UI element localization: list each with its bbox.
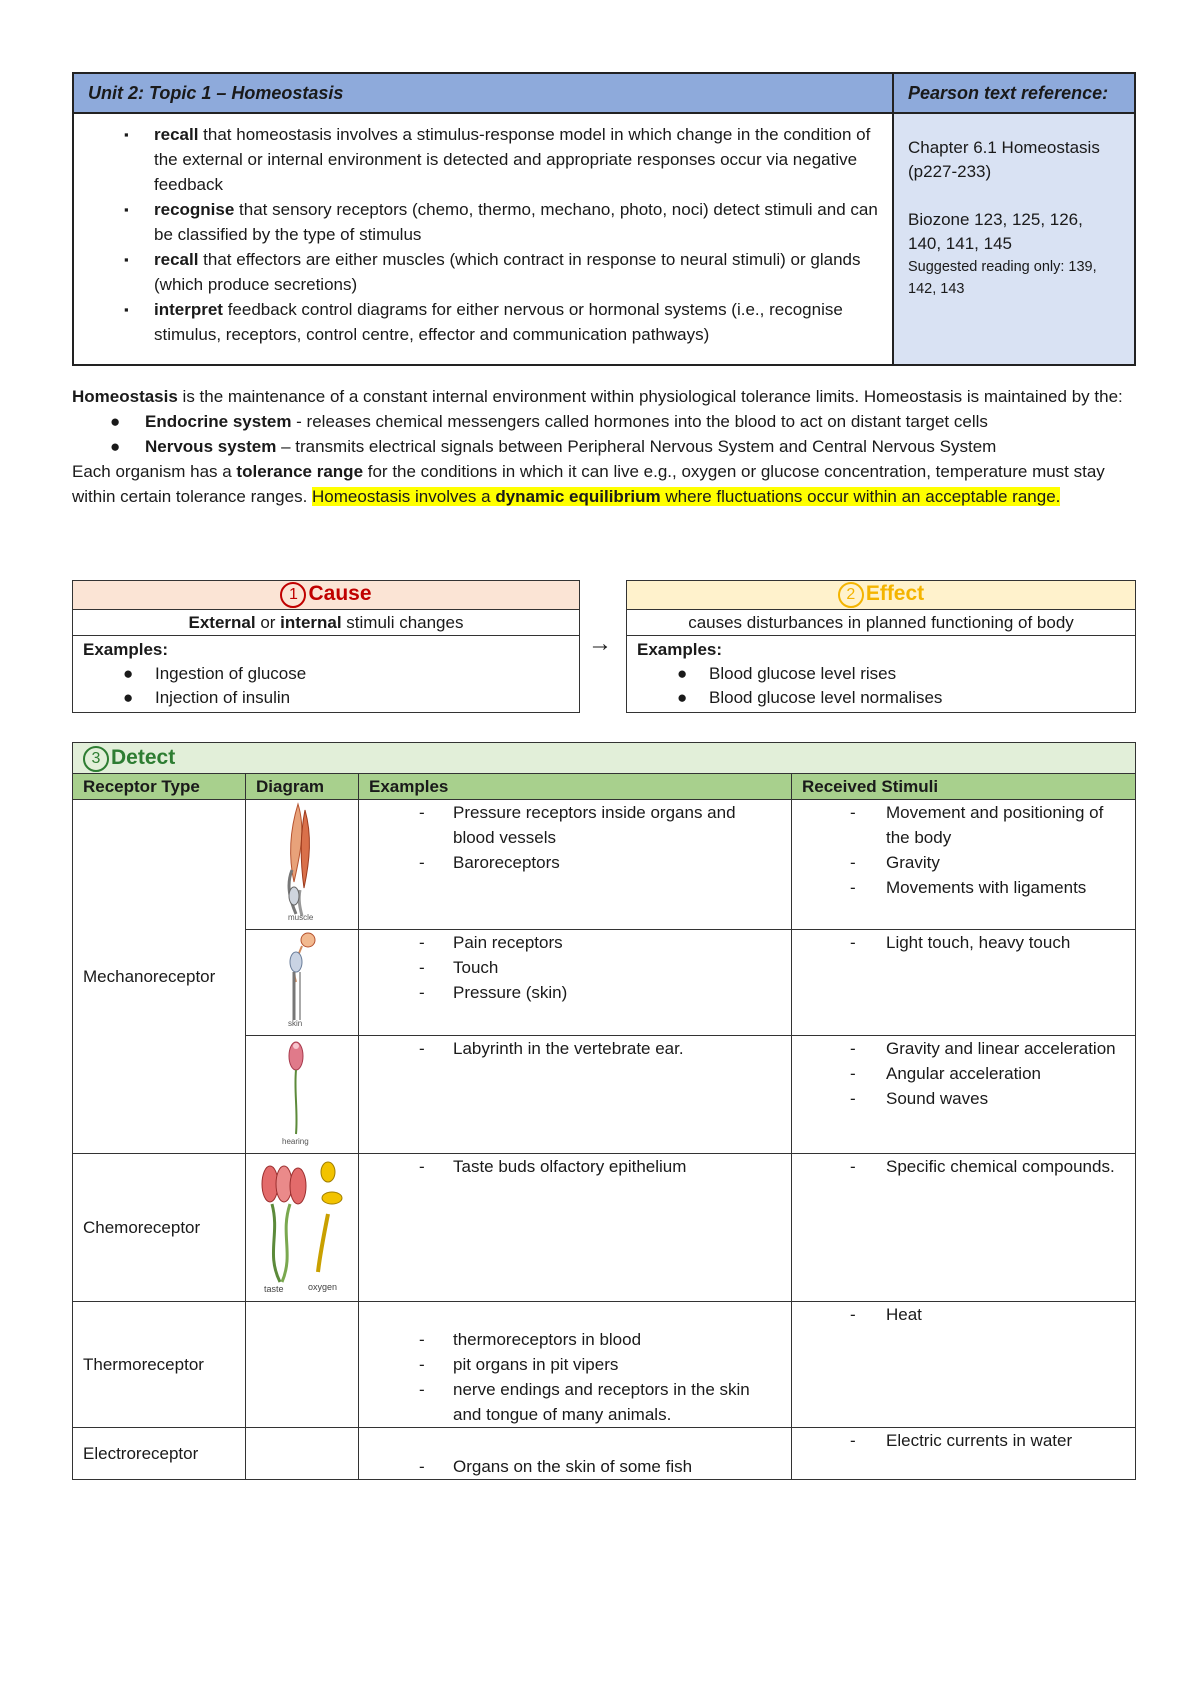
receptor-type: Mechanoreceptor (73, 800, 246, 1154)
cause-subtitle: External or internal stimuli changes (73, 610, 580, 636)
homeostasis-definition: Homeostasis is the maintenance of a constant internal environment within physiological tolerance limits. Homeostasis is maintained by the: (72, 387, 1123, 406)
list-item: - Heat (850, 1305, 922, 1324)
bullet-icon: ▪ (124, 252, 129, 267)
stimuli-cell (792, 1428, 1136, 1480)
bullet-icon: ▪ (124, 302, 129, 317)
list-item: - Touch (419, 958, 499, 977)
cause-box (72, 580, 580, 713)
list-item: - Gravity (850, 853, 940, 872)
bullet-icon: ● (110, 412, 121, 431)
stimuli-cell (792, 1302, 1136, 1428)
effect-examples: Examples: ● Blood glucose level rises ● Blood glucose level normalises (627, 636, 1136, 713)
reference-title: Pearson text reference: (893, 73, 1135, 113)
examples-cell (359, 1154, 792, 1302)
bullet-icon: ● (123, 664, 134, 683)
list-item: - Baroreceptors (419, 853, 560, 872)
list-item: ● Blood glucose level rises (637, 662, 1125, 686)
effect-box (626, 580, 1136, 713)
cause-title: 1 Cause (73, 581, 580, 610)
list-item: ● Ingestion of glucose (83, 662, 569, 686)
objective-item: ▪ recognise that sensory receptors (chemo, thermo, mechano, photo, noci) detect stimuli and can be classified by the type of stimulus (84, 197, 882, 247)
examples-cell (359, 930, 792, 1036)
bullet-icon: ▪ (124, 202, 129, 217)
list-item: - pit organs in pit vipers (419, 1355, 619, 1374)
examples-cell (359, 800, 792, 930)
diagram-label: oxygen (308, 1282, 338, 1292)
list-item: - Angular acceleration (850, 1064, 1041, 1083)
chemoreceptor-diagram (246, 1154, 359, 1302)
column-header: Receptor Type (73, 774, 246, 800)
stimuli-cell (792, 1154, 1136, 1302)
arrow-right-icon: → (588, 630, 612, 657)
list-item: - Specific chemical compounds. (850, 1157, 1115, 1176)
stimuli-cell (792, 800, 1136, 930)
system-item: ● Endocrine system - releases chemical messengers called hormones into the blood to act on distant target cells (72, 409, 1136, 434)
diagram-label: hearing (282, 1137, 309, 1146)
system-item: ● Nervous system – transmits electrical signals between Peripheral Nervous System and Central Nervous System (72, 434, 1136, 459)
list-item: - Organs on the skin of some fish (419, 1457, 693, 1476)
diagram-label: muscle (288, 913, 314, 922)
list-item: - Sound waves (850, 1089, 989, 1108)
topic-title: Unit 2: Topic 1 – Homeostasis (73, 73, 893, 113)
number-circle: 1 (280, 582, 306, 608)
diagram-label: taste (264, 1284, 284, 1294)
table-row (73, 1154, 1136, 1302)
objective-item: ▪ interpret feedback control diagrams for either nervous or hormonal systems (i.e., recognise stimulus, receptors, control centre, effector and communication pathways) (84, 297, 882, 347)
effect-subtitle: causes disturbances in planned functioning of body (627, 610, 1136, 636)
list-item: - nerve endings and receptors in the skin and tongue of many animals. (419, 1380, 750, 1424)
bullet-icon: ● (123, 688, 134, 707)
bullet-icon: ▪ (124, 127, 129, 142)
highlighted-text: Homeostasis involves a dynamic equilibrium where fluctuations occur within an acceptable range. (312, 487, 1061, 506)
intro-paragraph (72, 384, 1136, 509)
number-circle: 2 (838, 582, 864, 608)
bullet-icon: ● (110, 437, 121, 456)
cause-examples: Examples: ● Ingestion of glucose ● Injection of insulin (73, 636, 580, 713)
list-item: - Labyrinth in the vertebrate ear. (419, 1039, 684, 1058)
reference-biozone: Biozone 123, 125, 126, 140, 141, 145 (908, 210, 1083, 253)
stimuli-cell (792, 930, 1136, 1036)
list-item: - Pain receptors (419, 933, 563, 952)
column-header: Diagram (246, 774, 359, 800)
list-item: - Taste buds olfactory epithelium (419, 1157, 687, 1176)
tolerance-text: Each organism has a tolerance range for the conditions in which it can live e.g., oxygen or glucose concentration, temperature must stay within certain tolerance ranges. Homeostasis involves a dynamic equilibrium where fluctuations occur within an acceptable range. (72, 462, 1105, 506)
hearing-receptor-diagram (246, 1036, 359, 1154)
list-item: - Movement and positioning of the body (850, 803, 1104, 847)
table-row (73, 1302, 1136, 1428)
table-row (73, 800, 1136, 930)
effect-title: 2 Effect (627, 581, 1136, 610)
reference-cell (893, 113, 1135, 365)
list-item: - Pressure (skin) (419, 983, 568, 1002)
stimuli-cell (792, 1036, 1136, 1154)
number-circle: 3 (83, 746, 109, 772)
table-row (73, 1428, 1136, 1480)
examples-cell (359, 1036, 792, 1154)
list-item: - thermoreceptors in blood (419, 1330, 642, 1349)
topic-header-table (72, 72, 1136, 366)
diagram-label: skin (288, 1019, 303, 1028)
objectives-cell (73, 113, 893, 365)
list-item: - Light touch, heavy touch (850, 933, 1071, 952)
reference-suggested: Suggested reading only: 139, 142, 143 (908, 259, 1097, 297)
reference-chapter: Chapter 6.1 Homeostasis (p227-233) (908, 138, 1100, 181)
bullet-icon: ● (677, 688, 688, 707)
receptor-type: Chemoreceptor (73, 1154, 246, 1302)
examples-cell (359, 1302, 792, 1428)
diagram-cell (246, 1428, 359, 1480)
receptor-type: Electroreceptor (73, 1428, 246, 1480)
muscle-receptor-diagram (246, 800, 359, 930)
list-item: - Electric currents in water (850, 1431, 1073, 1450)
column-header: Examples (359, 774, 792, 800)
examples-cell (359, 1428, 792, 1480)
objective-item: ▪ recall that homeostasis involves a stimulus-response model in which change in the condition of the external or internal environment is detected and appropriate responses occur via negative feedback (84, 122, 882, 197)
objective-item: ▪ recall that effectors are either muscles (which contract in response to neural stimuli) or glands (which produce secretions) (84, 247, 882, 297)
list-item: ● Blood glucose level normalises (637, 686, 1125, 710)
list-item: - Gravity and linear acceleration (850, 1039, 1116, 1058)
list-item: - Movements with ligaments (850, 878, 1087, 897)
bullet-icon: ● (677, 664, 688, 683)
receptor-type: Thermoreceptor (73, 1302, 246, 1428)
skin-receptor-diagram (246, 930, 359, 1036)
detect-table (72, 742, 1136, 1480)
list-item: - Pressure receptors inside organs and blood vessels (419, 803, 736, 847)
detect-title: 3 Detect (73, 743, 1136, 774)
column-header: Received Stimuli (792, 774, 1136, 800)
diagram-cell (246, 1302, 359, 1428)
list-item: ● Injection of insulin (83, 686, 569, 710)
